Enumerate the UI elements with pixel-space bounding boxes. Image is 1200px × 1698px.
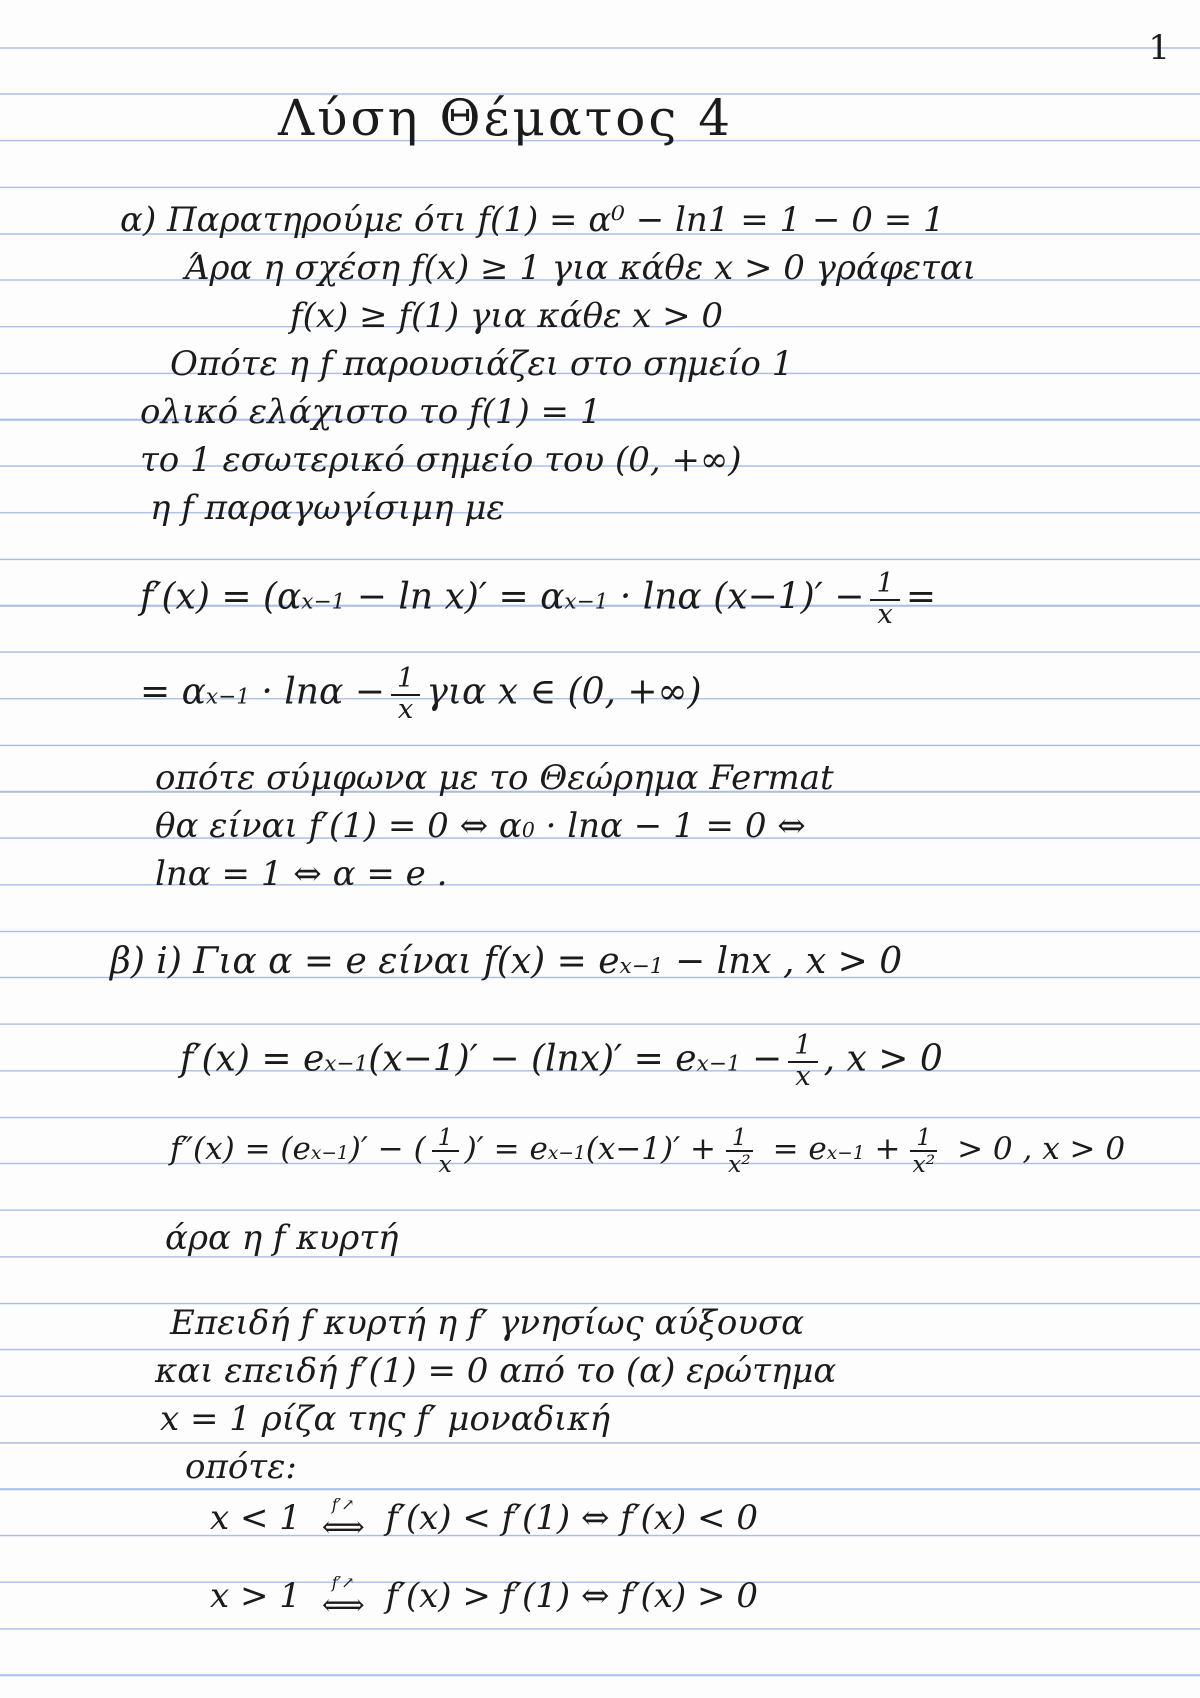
derivative-exponent-2: x−1 [564, 589, 609, 615]
fprime-exponent-2: x−1 [696, 1051, 741, 1077]
double-arrow-icon: ⟺ [321, 1588, 365, 1623]
fraction-numerator: 1 [910, 1125, 937, 1152]
part-b-line-1-b: − lnx , x > 0 [663, 941, 903, 982]
fsecond-b: )′ − ( [348, 1131, 426, 1168]
derivative-end: = [905, 576, 937, 618]
part-a-line-4: Οπότε η f παρουσιάζει στο σημείο 1 [170, 344, 794, 384]
fermat-line-2 [155, 806, 806, 846]
fraction-denominator: x² [912, 1149, 936, 1178]
fraction-denominator: x [438, 1149, 452, 1178]
inequality-1-lhs: x < 1 [210, 1498, 301, 1538]
fermat-line-1: οπότε σύμφωνα με το Θεώρημα Fermat [155, 758, 834, 798]
fsecond-c: )′ = e [464, 1131, 548, 1168]
part-a-line-6: το 1 εσωτερικό σημείο του (0, +∞) [140, 440, 742, 480]
part-a-line-2: Άρα η σχέση f(x) ≥ 1 για κάθε x > 0 γράφεται [185, 248, 977, 288]
derivative-equation [140, 570, 936, 629]
fprime-fraction [788, 1032, 817, 1091]
fraction-numerator: 1 [726, 1125, 753, 1152]
equivalence-arrow [322, 1497, 365, 1543]
since-line-1: Επειδή f κυρτή η f′ γνησίως αύξουσα [170, 1303, 805, 1343]
fsecond-exponent-3: x−1 [826, 1143, 865, 1165]
fermat-line-2-b: · lnα − 1 = 0 ⇔ [534, 806, 806, 846]
inequality-line-2 [210, 1575, 758, 1621]
fsecond-f: + [864, 1131, 901, 1168]
part-a-line-5: ολικό ελάχιστο το f(1) = 1 [140, 392, 602, 432]
fsecond-fraction-2 [722, 1125, 757, 1176]
fraction-denominator: x² [728, 1149, 751, 1178]
since-line-2: και επειδή f′(1) = 0 από το (α) ερώτημα [155, 1351, 837, 1391]
fsecond-exponent-1: x−1 [310, 1143, 349, 1165]
arrow-label: f′↗ [331, 1495, 355, 1514]
derivative2-mid: · lnα − [249, 671, 385, 713]
part-b-line-1 [110, 942, 902, 982]
derivative2-start: = α [140, 671, 206, 713]
fsecond-d: (x−1)′ + [585, 1131, 716, 1168]
fsecond-a: f″(x) = (e [170, 1131, 311, 1168]
fraction-denominator: x [397, 693, 414, 725]
fermat-line-2-a: θα είναι f′(1) = 0 ⇔ α [155, 806, 522, 846]
fsecond-fraction-1 [432, 1125, 459, 1176]
derivative-exponent-1: x−1 [301, 589, 346, 615]
fsecond-fraction-3 [907, 1125, 942, 1176]
inequality-line-1 [210, 1497, 758, 1543]
arrow-label: f′↗ [331, 1573, 355, 1592]
fprime-c: − [740, 1038, 783, 1080]
so-line: οπότε: [185, 1447, 297, 1487]
fraction-denominator: x [877, 598, 893, 630]
fsecond-e: = e [762, 1131, 827, 1168]
second-derivative-line [170, 1125, 1125, 1176]
page-number: 1 [1148, 28, 1170, 68]
derivative2-fraction [391, 665, 420, 724]
inequality-2-rhs: f′(x) > f′(1) ⇔ f′(x) > 0 [385, 1576, 758, 1616]
double-arrow-icon: ⟺ [321, 1510, 365, 1545]
fermat-line-3: lnα = 1 ⇔ α = e . [155, 854, 448, 894]
page-title: Λύση Θέματος 4 [278, 89, 734, 147]
part-a-line-3: f(x) ≥ f(1) για κάθε x > 0 [290, 296, 724, 336]
part-b-line-1-a: β) i) Για α = e είναι f(x) = e [110, 941, 620, 982]
fprime-b: (x−1)′ − (lnx)′ = e [368, 1038, 697, 1080]
fraction-numerator: 1 [870, 570, 899, 601]
inequality-2-lhs: x > 1 [210, 1576, 301, 1616]
inequality-1-rhs: f′(x) < f′(1) ⇔ f′(x) < 0 [385, 1498, 758, 1538]
derivative-fraction [870, 570, 899, 629]
equivalence-arrow [322, 1575, 365, 1621]
first-derivative-line [180, 1032, 943, 1091]
fprime-a: f′(x) = e [180, 1038, 325, 1080]
fraction-numerator: 1 [391, 665, 420, 696]
fraction-numerator: 1 [788, 1032, 817, 1063]
fraction-denominator: x [795, 1060, 811, 1092]
derivative-mid-1: − ln x)′ = α [345, 576, 565, 618]
since-line-3: x = 1 ρίζα της f′ μοναδική [160, 1399, 611, 1439]
derivative-mid-2: · lnα (x−1)′ − [608, 576, 865, 618]
fprime-end: , x > 0 [823, 1038, 943, 1080]
derivative-lhs: f′(x) = (α [140, 576, 302, 618]
fraction-numerator: 1 [432, 1125, 459, 1152]
derivative-result [140, 665, 702, 724]
fsecond-exponent-2: x−1 [547, 1143, 586, 1165]
part-a-line-1: α) Παρατηρούμε ότι f(1) = α⁰ − ln1 = 1 − 0 = 1 [120, 200, 945, 240]
fsecond-end: > 0 , x > 0 [947, 1131, 1126, 1168]
fermat-exponent: 0 [521, 818, 535, 842]
fprime-exponent-1: x−1 [324, 1051, 369, 1077]
derivative2-exponent: x−1 [205, 684, 250, 710]
part-b-line-1-exponent: x−1 [619, 954, 664, 979]
convex-line: άρα η f κυρτή [165, 1218, 399, 1258]
derivative2-end: για x ∈ (0, +∞) [426, 671, 702, 713]
part-a-line-7: η f παραγωγίσιμη με [150, 488, 505, 528]
